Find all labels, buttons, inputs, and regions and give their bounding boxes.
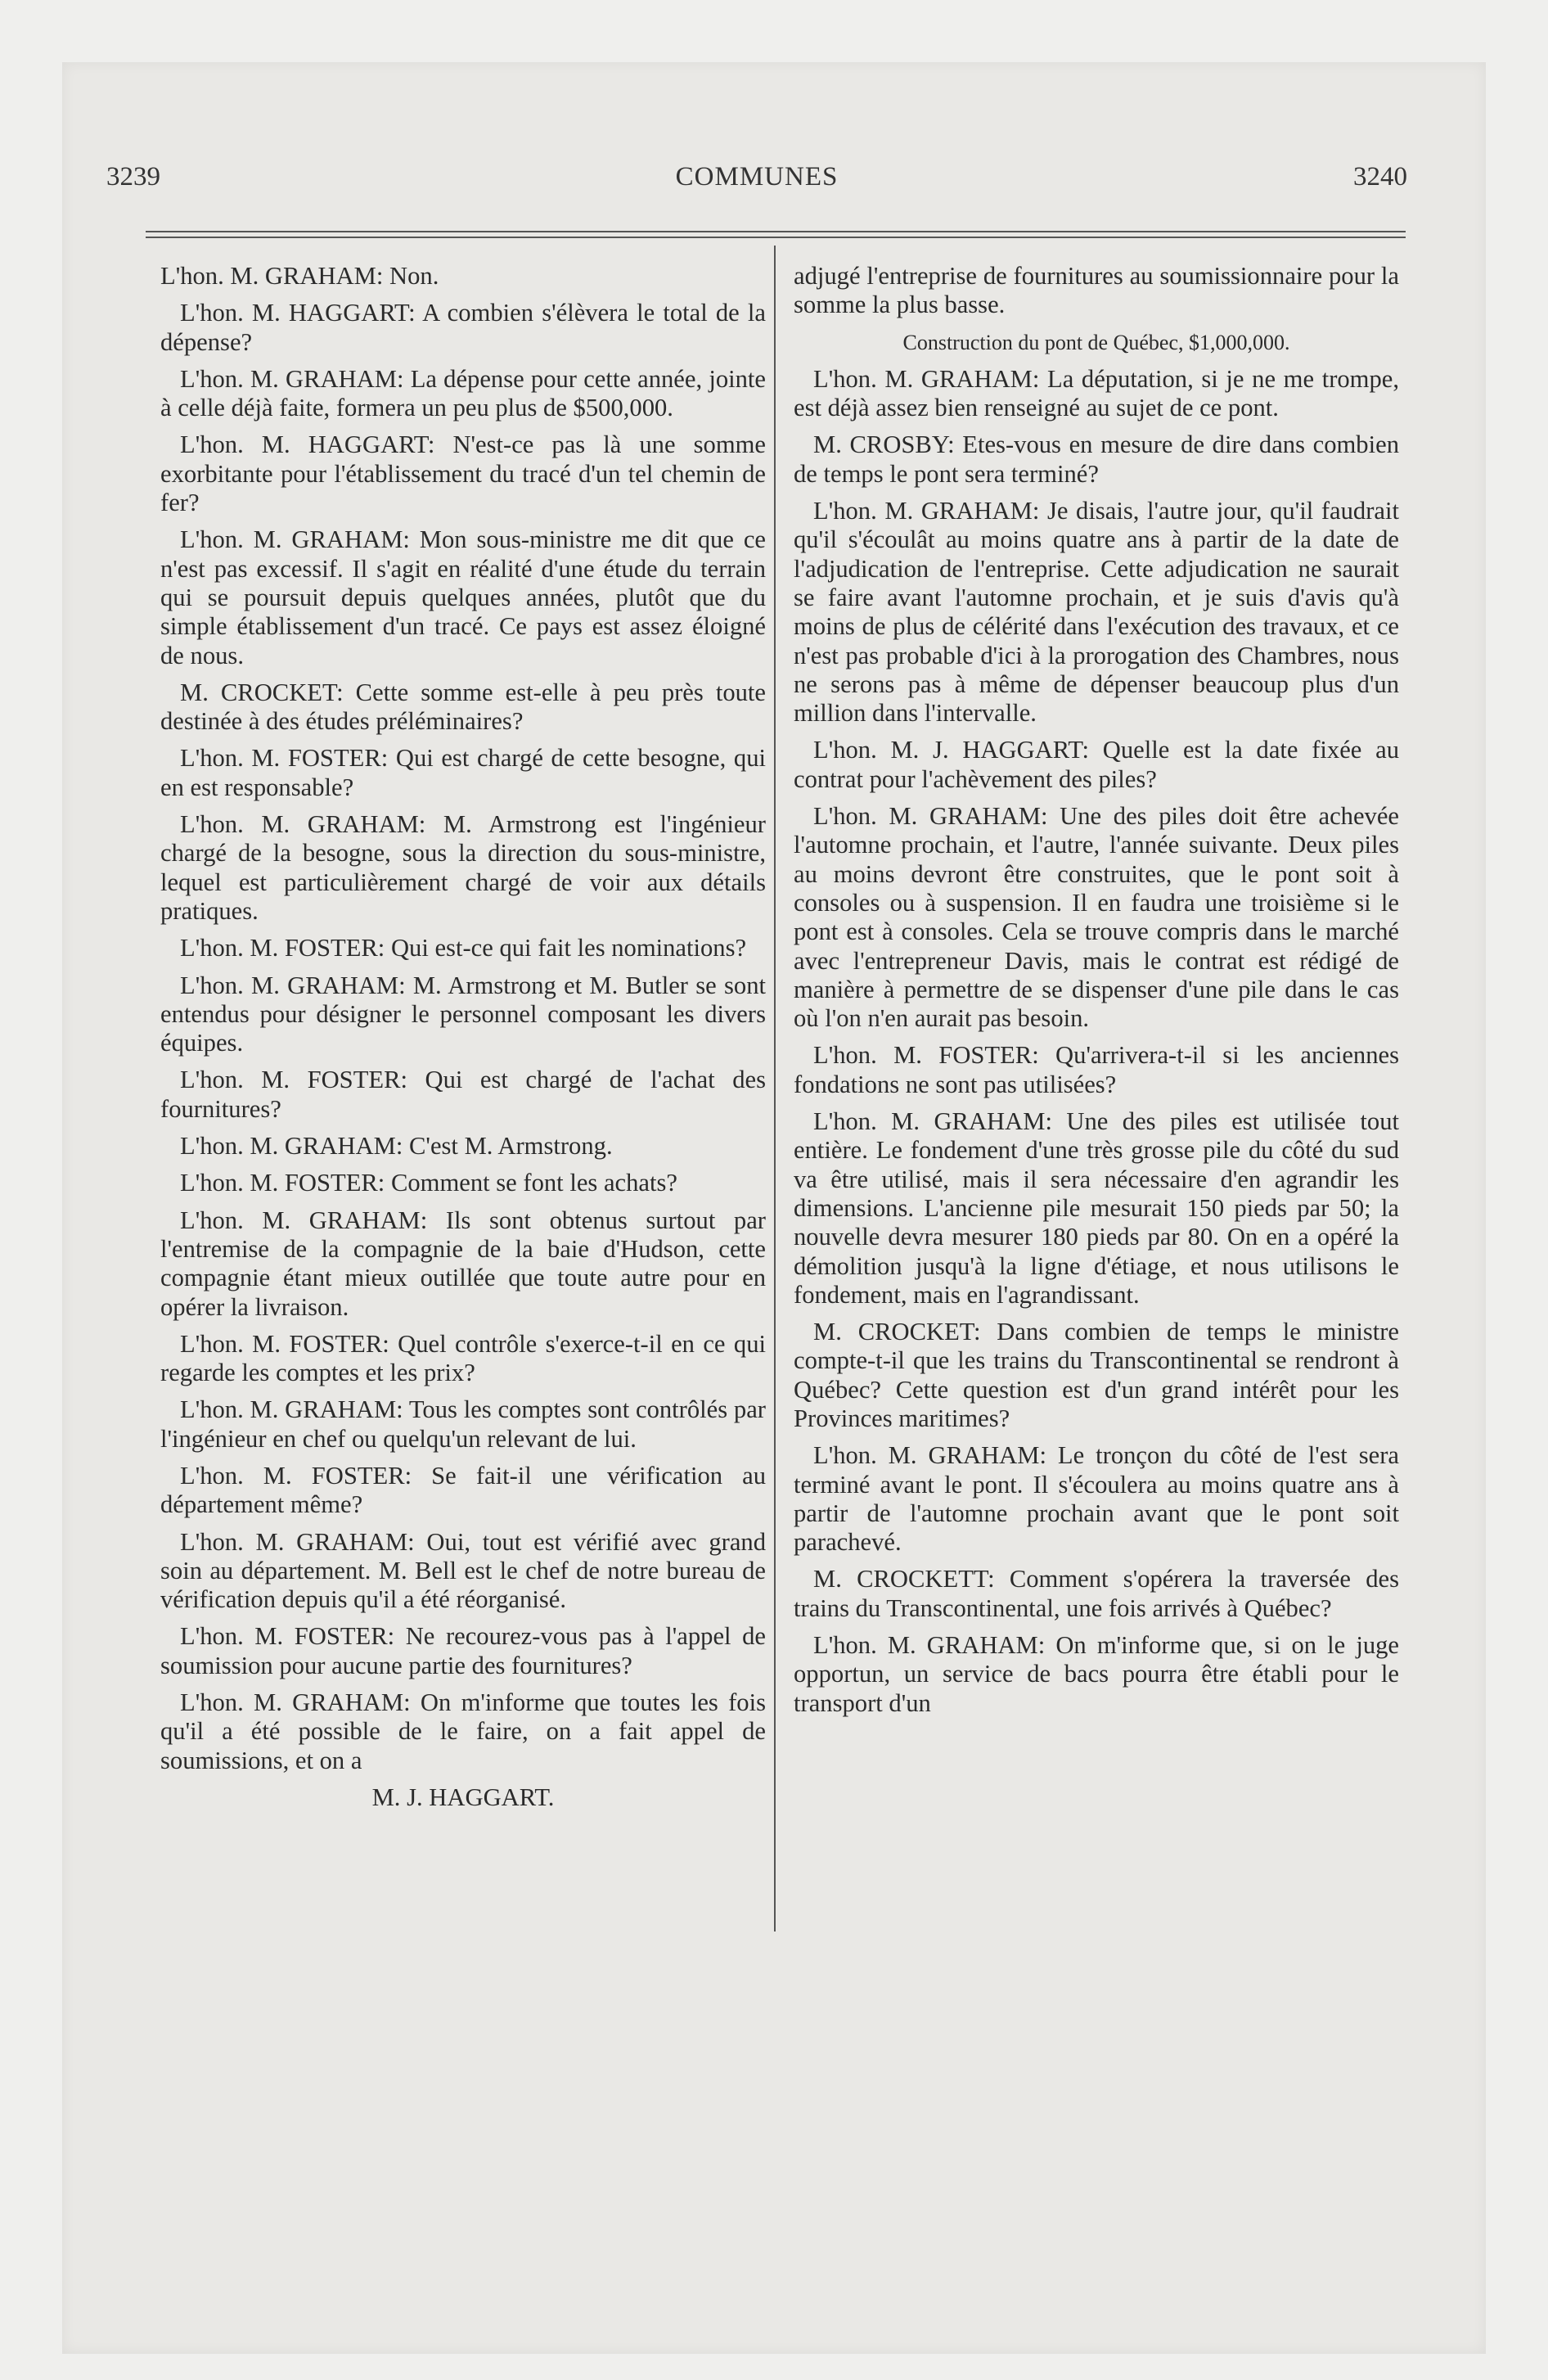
paragraph: L'hon. M. GRAHAM: Ils sont obtenus surtout par l'entremise de la compagnie de la baie d'Hudson, cette compagnie étant mieux outillée que toute autre pour en opérer la livraison. [160, 1206, 766, 1321]
paragraph: L'hon. M. GRAHAM: Mon sous-ministre me dit que ce n'est pas excessif. Il s'agit en réalité d'une étude du terrain qui se poursuit depuis quelques années, plutôt que du simple établissement d'un tracé. Ce pays est assez éloigné de nous. [160, 525, 766, 669]
running-title: COMMUNES [675, 162, 839, 192]
budget-item: Construction du pont de Québec, $1,000,000. [902, 330, 1290, 354]
left-column [160, 262, 766, 1820]
paragraph: M. CROCKET: Cette somme est-elle à peu près toute destinée à des études préléminaires? [160, 678, 766, 736]
paragraph: L'hon. M. GRAHAM: C'est M. Armstrong. [180, 1132, 613, 1161]
paragraph: L'hon. M. GRAHAM: Je disais, l'autre jour, qu'il faudrait qu'il s'écoulât au moins quatre ans à partir de la date de l'adjudication de l'entreprise. Cette adjudication ne saurait se faire avant l'automne prochain, et je suis d'avis qu'à moins de plus de célérité dans l'exécution des travaux, et ce n'est pas probable d'ici à la prorogation des Chambres, nous ne serons pas à même de dépenser beaucoup plus d'un million dans l'intervalle. [794, 497, 1399, 728]
paragraph: M. CROCKETT: Comment s'opérera la traversée des trains du Transcontinental, une fois arrivés à Québec? [794, 1565, 1399, 1622]
paragraph: L'hon. M. FOSTER: Qui est-ce qui fait les nominations? [180, 934, 747, 962]
paragraph: L'hon. M. FOSTER: Quel contrôle s'exerce-t-il en ce qui regarde les comptes et les prix? [160, 1329, 766, 1387]
paragraph: L'hon. M. FOSTER: Se fait-il une vérification au département même? [160, 1461, 766, 1519]
paragraph: L'hon. M. GRAHAM: Le tronçon du côté de l'est sera terminé avant le pont. Il s'écoulera au moins quatre ans à partir de l'automne prochain avant que le pont soit parachevé. [794, 1441, 1399, 1557]
paragraph: L'hon. M. FOSTER: Comment se font les achats? [180, 1169, 677, 1197]
paragraph: L'hon. M. GRAHAM: La dépense pour cette année, jointe à celle déjà faite, formera un peu plus de $500,000. [160, 364, 766, 422]
paragraph: L'hon. M. GRAHAM: Tous les comptes sont contrôlés par l'ingénieur en chef ou quelqu'un relevant de lui. [160, 1395, 766, 1453]
paragraph: L'hon. M. GRAHAM: Une des piles est utilisée tout entière. Le fondement d'une très grosse pile du côté du sud va être utilisé, mais il sera nécessaire d'en agrandir les dimensions. L'ancienne pile mesurait 150 pieds par 50; la nouvelle devra mesurer 180 pieds par 80. On en a opéré la démolition jusqu'à la ligne d'étiage, et nous utilisons le fondement, mais en l'agrandissant. [794, 1107, 1399, 1309]
paragraph: L'hon. M. HAGGART: N'est-ce pas là une somme exorbitante pour l'établissement du tracé d'un tel chemin de fer? [160, 430, 766, 517]
paragraph: L'hon. M. FOSTER: Qui est chargé de l'achat des fournitures? [160, 1066, 766, 1123]
paragraph: L'hon. M. GRAHAM: La députation, si je ne me trompe, est déjà assez bien renseigné au sujet de ce pont. [794, 364, 1399, 422]
paragraph: L'hon. M. GRAHAM: Non. [160, 262, 439, 290]
right-column [794, 262, 1399, 1726]
paragraph: L'hon. M. FOSTER: Qu'arrivera-t-il si les anciennes fondations ne sont pas utilisées? [794, 1041, 1399, 1098]
paragraph: L'hon. M. J. HAGGART: Quelle est la date fixée au contrat pour l'achèvement des piles? [794, 736, 1399, 793]
paragraph: L'hon. M. GRAHAM: M. Armstrong et M. Butler se sont entendus pour désigner le personnel composant les divers équipes. [160, 971, 766, 1057]
column-divider [774, 246, 776, 1931]
header-rule-bottom [146, 237, 1406, 238]
paragraph: L'hon. M. GRAHAM: Oui, tout est vérifié avec grand soin au département. M. Bell est le chef de notre bureau de vérification depuis qu'il a été réorganisé. [160, 1527, 766, 1614]
paragraph: L'hon. M. GRAHAM: M. Armstrong est l'ingénieur chargé de la besogne, sous la direction du sous-ministre, lequel est particulièrement chargé de voir aux détails pratiques. [160, 810, 766, 925]
paragraph: L'hon. M. FOSTER: Qui est chargé de cette besogne, qui en est responsable? [160, 744, 766, 801]
speaker-in-chair: M. J. HAGGART. [371, 1783, 555, 1811]
paragraph: L'hon. M. HAGGART: A combien s'élèvera le total de la dépense? [160, 299, 766, 356]
paragraph: M. CROSBY: Etes-vous en mesure de dire dans combien de temps le pont sera terminé? [794, 430, 1399, 488]
paragraph: L'hon. M. GRAHAM: Une des piles doit être achevée l'automne prochain, et l'autre, l'année suivante. Deux piles au moins devront être construites, que le pont soit à consoles ou à suspension. Il en faudra une troisième si le pont est à consoles. Cela se trouve compris dans le marché avec l'entrepreneur Davis, mais le contrat est rédigé de manière à permettre de se dispenser d'une pile dans le cas où l'on n'en aurait pas besoin. [794, 802, 1399, 1033]
page-header [106, 162, 1407, 203]
header-rule-top [146, 231, 1406, 232]
page-number-left: 3239 [106, 162, 160, 192]
paragraph: M. CROCKET: Dans combien de temps le ministre compte-t-il que les trains du Transcontinental se rendront à Québec? Cette question est d'un grand intérêt pour les Provinces maritimes? [794, 1318, 1399, 1432]
paragraph: L'hon. M. GRAHAM: On m'informe que toutes les fois qu'il a été possible de le faire, on a fait appel de soumissions, et on a [160, 1688, 766, 1774]
page-number-right: 3240 [1353, 162, 1407, 192]
paragraph: adjugé l'entreprise de fournitures au soumissionnaire pour la somme la plus basse. [794, 262, 1399, 319]
paragraph: L'hon. M. FOSTER: Ne recourez-vous pas à l'appel de soumission pour aucune partie des fournitures? [160, 1622, 766, 1679]
paragraph: L'hon. M. GRAHAM: On m'informe que, si on le juge opportun, un service de bacs pourra être établi pour le transport d'un [794, 1631, 1399, 1717]
